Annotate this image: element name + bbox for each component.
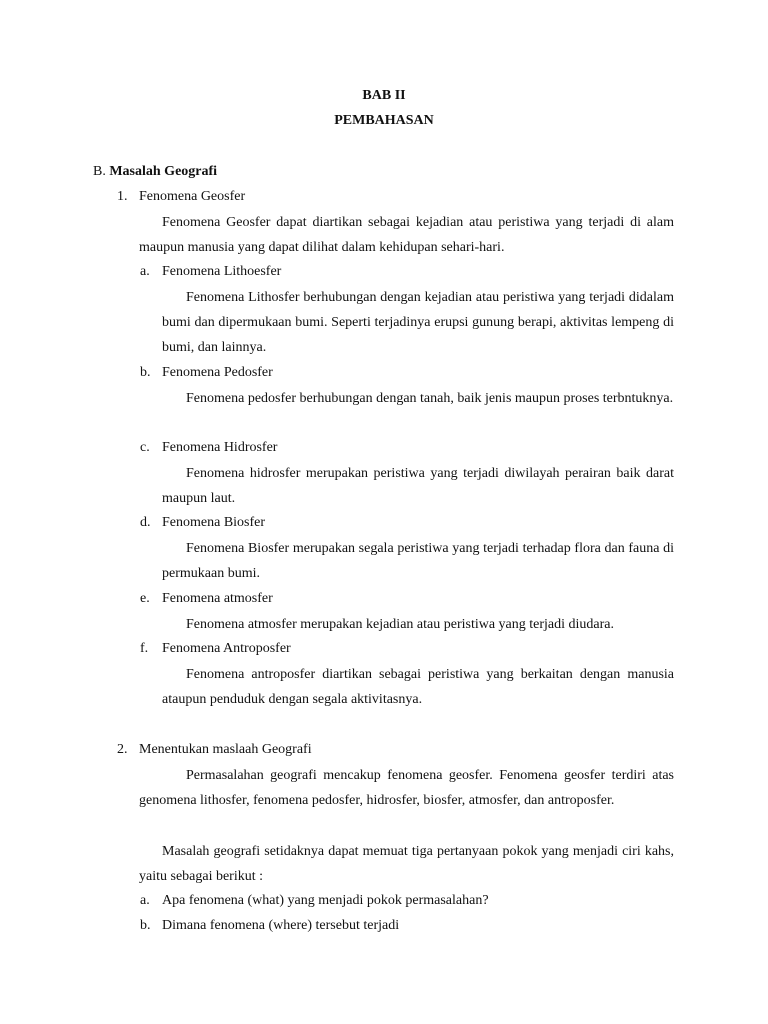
item-1-title: Fenomena Geosfer [139, 189, 246, 204]
sub-e-text: Fenomena atmosfer merupakan kejadian atau peristiwa yang terjadi diudara. [186, 617, 614, 632]
item-2-paragraph-1: Permasalahan geografi mencakup fenomena geosfer. Fenomena geosfer terdiri atas genomena lithosfer, fenomena pedosfer, hidrosfer, biosfer, atmosfer, dan antroposfer. [139, 768, 674, 809]
sub-a-letter: a. [140, 264, 150, 279]
section-letter: B. [93, 164, 106, 179]
sub-d-title: Fenomena Biosfer [162, 515, 266, 530]
sub-e-title: Fenomena atmosfer [162, 591, 273, 606]
item-1-number: 1. [117, 189, 128, 204]
sub-b-text: Fenomena pedosfer berhubungan dengan tanah, baik jenis maupun proses terbntuknya. [186, 391, 674, 406]
sub-f-title: Fenomena Antroposfer [162, 641, 291, 656]
question-b-text: Dimana fenomena (where) tersebut terjadi [162, 918, 400, 933]
sub-f-letter: f. [140, 641, 149, 656]
section-title: Masalah Geografi [109, 164, 218, 179]
sub-c-title: Fenomena Hidrosfer [162, 440, 278, 455]
sub-e-letter: e. [140, 591, 150, 606]
question-a-letter: a. [140, 893, 150, 908]
section-heading [93, 162, 217, 182]
item-1-intro: Fenomena Geosfer dapat diartikan sebagai kejadian atau peristiwa yang terjadi di alam maupun manusia yang dapat dilihat dalam kehidupan sehari-hari. [139, 215, 674, 256]
sub-a-title: Fenomena Lithoesfer [162, 264, 282, 279]
sub-a-text: Fenomena Lithosfer berhubungan dengan kejadian atau peristiwa yang terjadi didalam bumi dan dipermukaan bumi. Seperti terjadinya erupsi gunung berapi, aktivitas lempeng di bumi, dan lainnya. [162, 290, 674, 356]
sub-f-text: Fenomena antroposfer diartikan sebagai peristiwa yang berkaitan dengan manusia ataupun penduduk dengan segala aktivitasnya. [162, 667, 674, 708]
item-2-title: Menentukan maslaah Geografi [139, 742, 312, 757]
sub-c-text: Fenomena hidrosfer merupakan peristiwa yang terjadi diwilayah perairan baik darat maupun laut. [162, 466, 674, 507]
sub-d-text: Fenomena Biosfer merupakan segala peristiwa yang terjadi terhadap flora dan fauna di permukaan bumi. [162, 541, 674, 582]
sub-d-letter: d. [140, 515, 151, 530]
question-a-text: Apa fenomena (what) yang menjadi pokok permasalahan? [162, 893, 489, 908]
sub-c-letter: c. [140, 440, 150, 455]
chapter-title: BAB II [362, 88, 406, 103]
sub-b-title: Fenomena Pedosfer [162, 365, 273, 380]
item-2-number: 2. [117, 742, 128, 757]
item-2-paragraph-2: Masalah geografi setidaknya dapat memuat tiga pertanyaan pokok yang menjadi ciri kahs, yaitu sebagai berikut : [139, 844, 674, 885]
question-b-letter: b. [140, 918, 151, 933]
chapter-subtitle: PEMBAHASAN [334, 113, 434, 128]
sub-b-letter: b. [140, 365, 151, 380]
